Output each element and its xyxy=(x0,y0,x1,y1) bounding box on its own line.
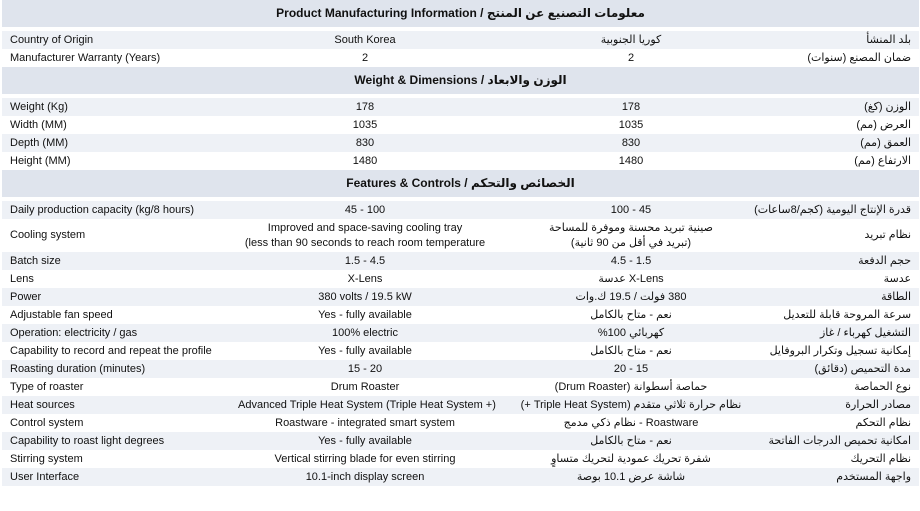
spec-value-ar: 1035 xyxy=(500,116,762,134)
spec-value-ar: نعم - متاح بالكامل xyxy=(500,306,762,324)
spec-value-ar: 178 xyxy=(500,98,762,116)
spec-value-ar: 1480 xyxy=(500,152,762,170)
spec-value-ar: X-Lens عدسة xyxy=(500,270,762,288)
spec-value-en: 15 - 20 xyxy=(230,360,500,378)
table-row xyxy=(2,468,919,486)
spec-value-en: 1.5 - 4.5 xyxy=(230,252,500,270)
section-header xyxy=(2,67,919,94)
table-row xyxy=(2,252,919,270)
spec-value-en: Vertical stirring blade for even stirring xyxy=(230,450,500,468)
spec-value-en: Yes - fully available xyxy=(230,432,500,450)
spec-label-ar: العرض (مم) xyxy=(762,116,919,134)
spec-label-en: Batch size xyxy=(2,252,230,270)
spec-value-ar: 2 xyxy=(500,49,762,67)
spec-table xyxy=(2,0,919,486)
spec-label-ar: الوزن (كغ) xyxy=(762,98,919,116)
section-header xyxy=(2,170,919,197)
table-row xyxy=(2,134,919,152)
spec-label-ar: إمكانية تسجيل وتكرار البروفايل xyxy=(762,342,919,360)
spec-value-en: Drum Roaster xyxy=(230,378,500,396)
spec-value-ar: 830 xyxy=(500,134,762,152)
spec-label-en: Cooling system xyxy=(2,219,230,252)
spec-value-en: X-Lens xyxy=(230,270,500,288)
section-title: Features & Controls / الخصائص والتحكم xyxy=(2,170,919,197)
spec-label-en: Operation: electricity / gas xyxy=(2,324,230,342)
spec-label-ar: سرعة المروحة قابلة للتعديل xyxy=(762,306,919,324)
spec-value-en: 830 xyxy=(230,134,500,152)
spec-value-en: Yes - fully available xyxy=(230,306,500,324)
spec-value-ar: Roastware - نظام ذكي مدمج xyxy=(500,414,762,432)
spec-value-en: 1035 xyxy=(230,116,500,134)
spec-label-en: Lens xyxy=(2,270,230,288)
spec-value-en: 380 volts / 19.5 kW xyxy=(230,288,500,306)
spec-label-en: Power xyxy=(2,288,230,306)
spec-label-en: Stirring system xyxy=(2,450,230,468)
spec-value-en: 45 - 100 xyxy=(230,201,500,219)
spec-table-body xyxy=(2,0,919,486)
table-row xyxy=(2,450,919,468)
table-row xyxy=(2,432,919,450)
spec-label-en: Height (MM) xyxy=(2,152,230,170)
table-row xyxy=(2,49,919,67)
table-row xyxy=(2,98,919,116)
spec-value-en: Yes - fully available xyxy=(230,342,500,360)
spec-value-en: South Korea xyxy=(230,31,500,49)
spec-label-en: Capability to record and repeat the profile xyxy=(2,342,230,360)
spec-label-ar: الطاقة xyxy=(762,288,919,306)
spec-value-ar xyxy=(500,219,762,252)
spec-label-ar: الارتفاع (مم) xyxy=(762,152,919,170)
spec-label-en: Width (MM) xyxy=(2,116,230,134)
spec-label-ar: عدسة xyxy=(762,270,919,288)
spec-value-ar-line: صينية تبريد محسنة وموفرة للمساحة xyxy=(549,221,713,234)
spec-label-ar: نظام التحريك xyxy=(762,450,919,468)
spec-value-ar: نظام حرارة ثلاثي متقدم (Triple Heat System +) xyxy=(500,396,762,414)
section-title: Weight & Dimensions / الوزن والابعاد xyxy=(2,67,919,94)
spec-label-ar: ضمان المصنع (سنوات) xyxy=(762,49,919,67)
spec-value-en xyxy=(230,219,500,252)
spec-value-ar-line: (تبريد في أقل من 90 ثانية) xyxy=(570,236,692,249)
spec-label-ar: نظام تبريد xyxy=(762,219,919,252)
table-row xyxy=(2,116,919,134)
spec-label-ar: واجهة المستخدم xyxy=(762,468,919,486)
spec-label-en: Control system xyxy=(2,414,230,432)
spec-label-en: User Interface xyxy=(2,468,230,486)
spec-value-ar: 1.5 - 4.5 xyxy=(500,252,762,270)
table-row xyxy=(2,342,919,360)
spec-label-ar: بلد المنشأ xyxy=(762,31,919,49)
section-title: Product Manufacturing Information / معلومات التصنيع عن المنتج xyxy=(2,0,919,27)
table-row xyxy=(2,414,919,432)
spec-value-en: 178 xyxy=(230,98,500,116)
spec-value-ar: 15 - 20 xyxy=(500,360,762,378)
spec-label-en: Roasting duration (minutes) xyxy=(2,360,230,378)
spec-value-en-line: Improved and space-saving cooling tray xyxy=(267,221,463,234)
spec-label-en: Heat sources xyxy=(2,396,230,414)
spec-label-ar: نوع الحماصة xyxy=(762,378,919,396)
spec-value-en: 1480 xyxy=(230,152,500,170)
spec-label-ar: قدرة الإنتاج اليومية (كجم/8ساعات) xyxy=(762,201,919,219)
spec-label-en: Adjustable fan speed xyxy=(2,306,230,324)
spec-label-en: Type of roaster xyxy=(2,378,230,396)
spec-value-en: 2 xyxy=(230,49,500,67)
table-row xyxy=(2,152,919,170)
table-row xyxy=(2,396,919,414)
table-row xyxy=(2,31,919,49)
spec-label-en: Depth (MM) xyxy=(2,134,230,152)
spec-label-ar: نظام التحكم xyxy=(762,414,919,432)
spec-value-ar: نعم - متاح بالكامل xyxy=(500,342,762,360)
spec-value-ar: حماصة أسطوانة (Drum Roaster) xyxy=(500,378,762,396)
spec-label-ar: حجم الدفعة xyxy=(762,252,919,270)
spec-value-ar: 380 فولت / 19.5 ك.وات xyxy=(500,288,762,306)
table-row xyxy=(2,219,919,252)
section-header xyxy=(2,0,919,27)
spec-value-en: Roastware - integrated smart system xyxy=(230,414,500,432)
spec-value-ar: شفرة تحريك عمودية لتحريك متساوٍ xyxy=(500,450,762,468)
table-row xyxy=(2,306,919,324)
table-row xyxy=(2,270,919,288)
spec-label-ar: مصادر الحرارة xyxy=(762,396,919,414)
spec-value-en: Advanced Triple Heat System (Triple Heat System +) xyxy=(230,396,500,414)
spec-value-en: 100% electric xyxy=(230,324,500,342)
spec-value-en: 10.1-inch display screen xyxy=(230,468,500,486)
spec-value-ar: شاشة عرض 10.1 بوصة xyxy=(500,468,762,486)
spec-label-ar: مدة التحميص (دقائق) xyxy=(762,360,919,378)
table-row xyxy=(2,201,919,219)
table-row xyxy=(2,288,919,306)
spec-value-ar: كهربائي 100% xyxy=(500,324,762,342)
table-row xyxy=(2,324,919,342)
table-row xyxy=(2,360,919,378)
spec-value-ar: نعم - متاح بالكامل xyxy=(500,432,762,450)
spec-label-ar: امكانية تحميص الدرجات الفاتحة xyxy=(762,432,919,450)
spec-label-en: Weight (Kg) xyxy=(2,98,230,116)
spec-label-en: Manufacturer Warranty (Years) xyxy=(2,49,230,67)
spec-label-ar: العمق (مم) xyxy=(762,134,919,152)
spec-label-en: Daily production capacity (kg/8 hours) xyxy=(2,201,230,219)
spec-value-en-line: (less than 90 seconds to reach room temperature xyxy=(244,236,486,249)
spec-value-ar: 45 - 100 xyxy=(500,201,762,219)
spec-label-en: Country of Origin xyxy=(2,31,230,49)
table-row xyxy=(2,378,919,396)
spec-label-ar: التشغيل كهرباء / غاز xyxy=(762,324,919,342)
spec-value-ar: كوريا الجنوبية xyxy=(500,31,762,49)
spec-label-en: Capability to roast light degrees xyxy=(2,432,230,450)
